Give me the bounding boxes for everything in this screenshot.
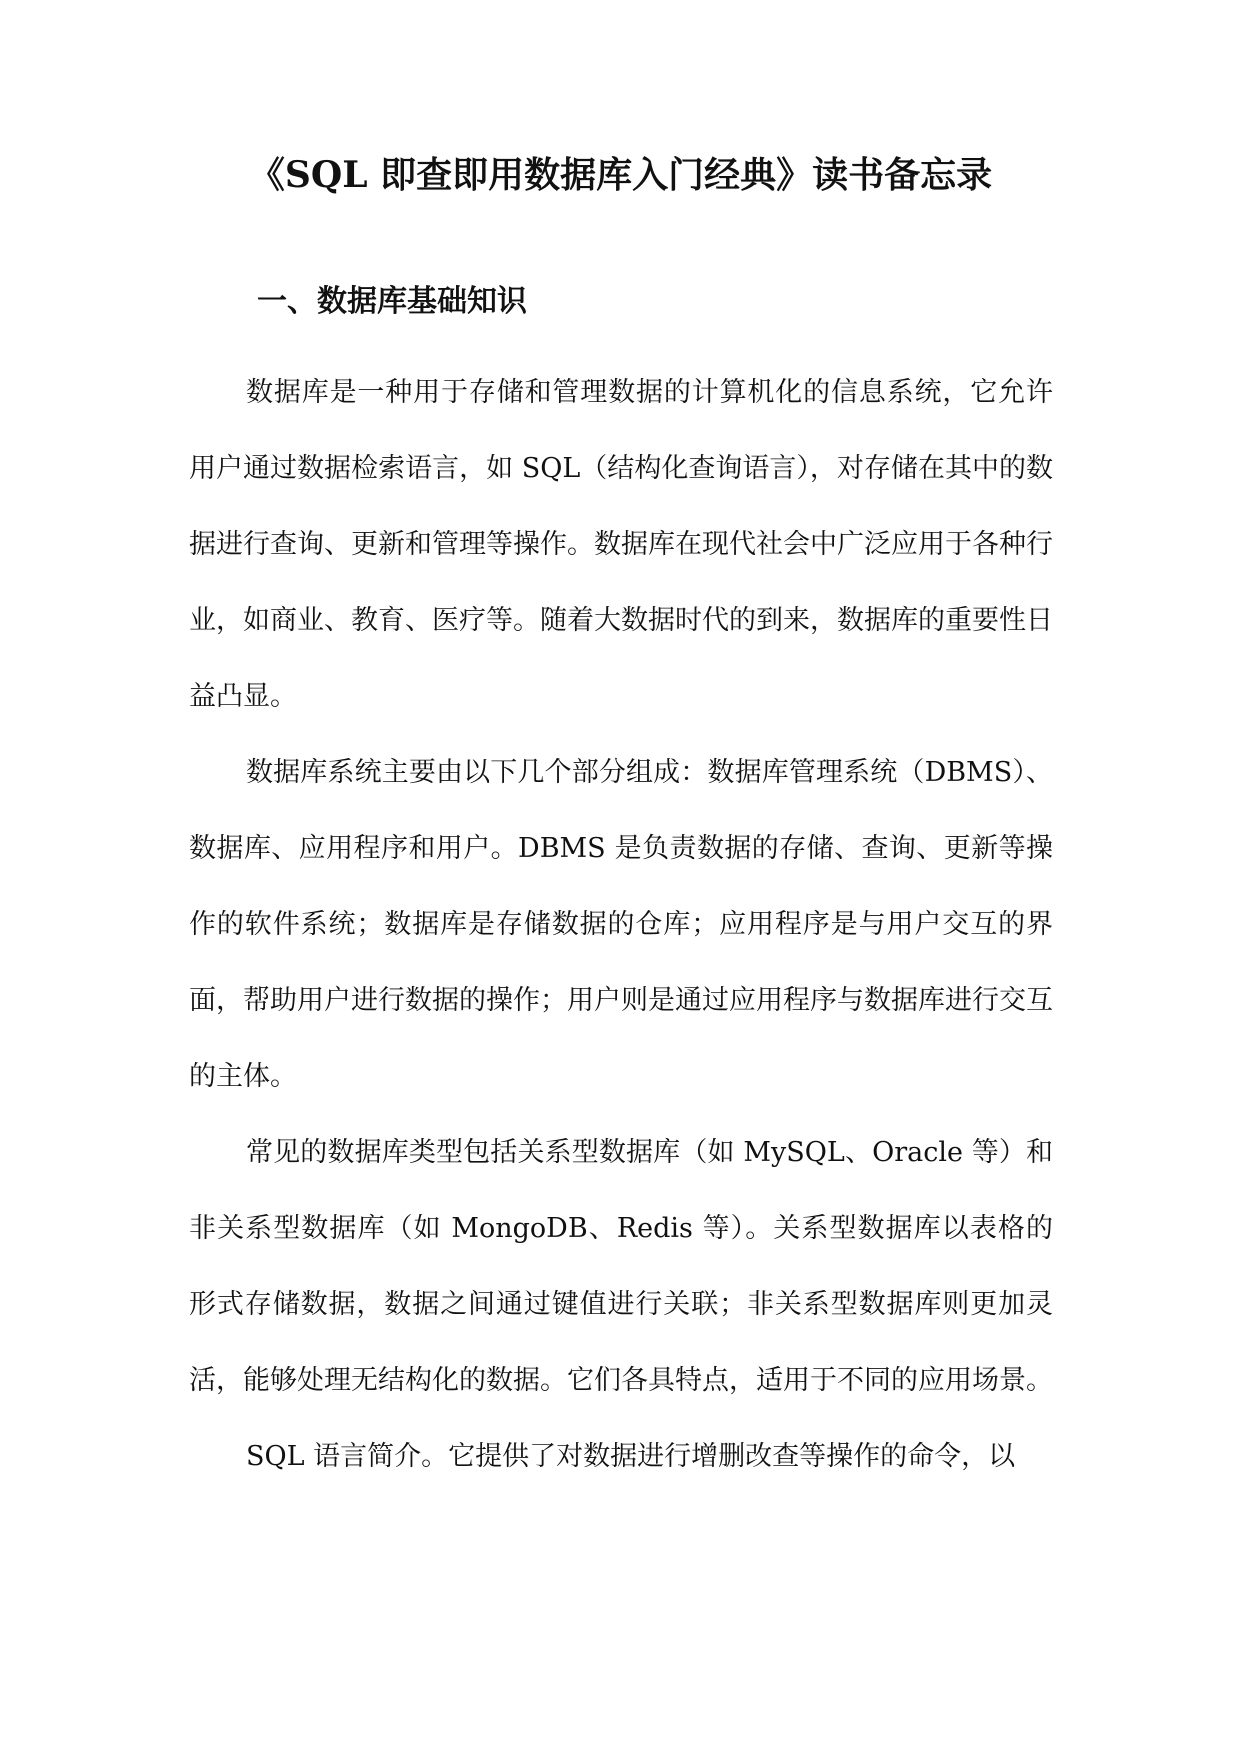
paragraph-intro: 数据库是一种用于存储和管理数据的计算机化的信息系统，它允许用户通过数据检索语言，如 SQL（结构化查询语言），对存储在其中的数据进行查询、更新和管理等操作。数据库在现代社会中广泛应用于各种行业，如商业、教育、医疗等。随着大数据时代的到来，数据库的重要性日益凸显。	[189, 377, 1053, 712]
paragraph-components: 数据库系统主要由以下几个部分组成：数据库管理系统（DBMS）、数据库、应用程序和用户。DBMS 是负责数据的存储、查询、更新等操作的软件系统；数据库是存储数据的仓库；应用程序是与用户交互的界面，帮助用户进行数据的操作；用户则是通过应用程序与数据库进行交互的主体。	[189, 757, 1053, 1092]
document-title: 《SQL 即查即用数据库入门经典》读书备忘录	[248, 154, 993, 196]
section-body	[189, 355, 1053, 1495]
paragraph-sql-intro: SQL 语言简介。它提供了对数据进行增删改查等操作的命令，以	[246, 1441, 1016, 1472]
paragraph-types: 常见的数据库类型包括关系型数据库（如 MySQL、Oracle 等）和非关系型数据库（如 MongoDB、Redis 等）。关系型数据库以表格的形式存储数据，数据之间通过键值进行关联；非关系型数据库则更加灵活，能够处理无结构化的数据。它们各具特点，适用于不同的应用场景。	[189, 1137, 1053, 1396]
section-heading: 一、数据库基础知识	[257, 284, 527, 319]
